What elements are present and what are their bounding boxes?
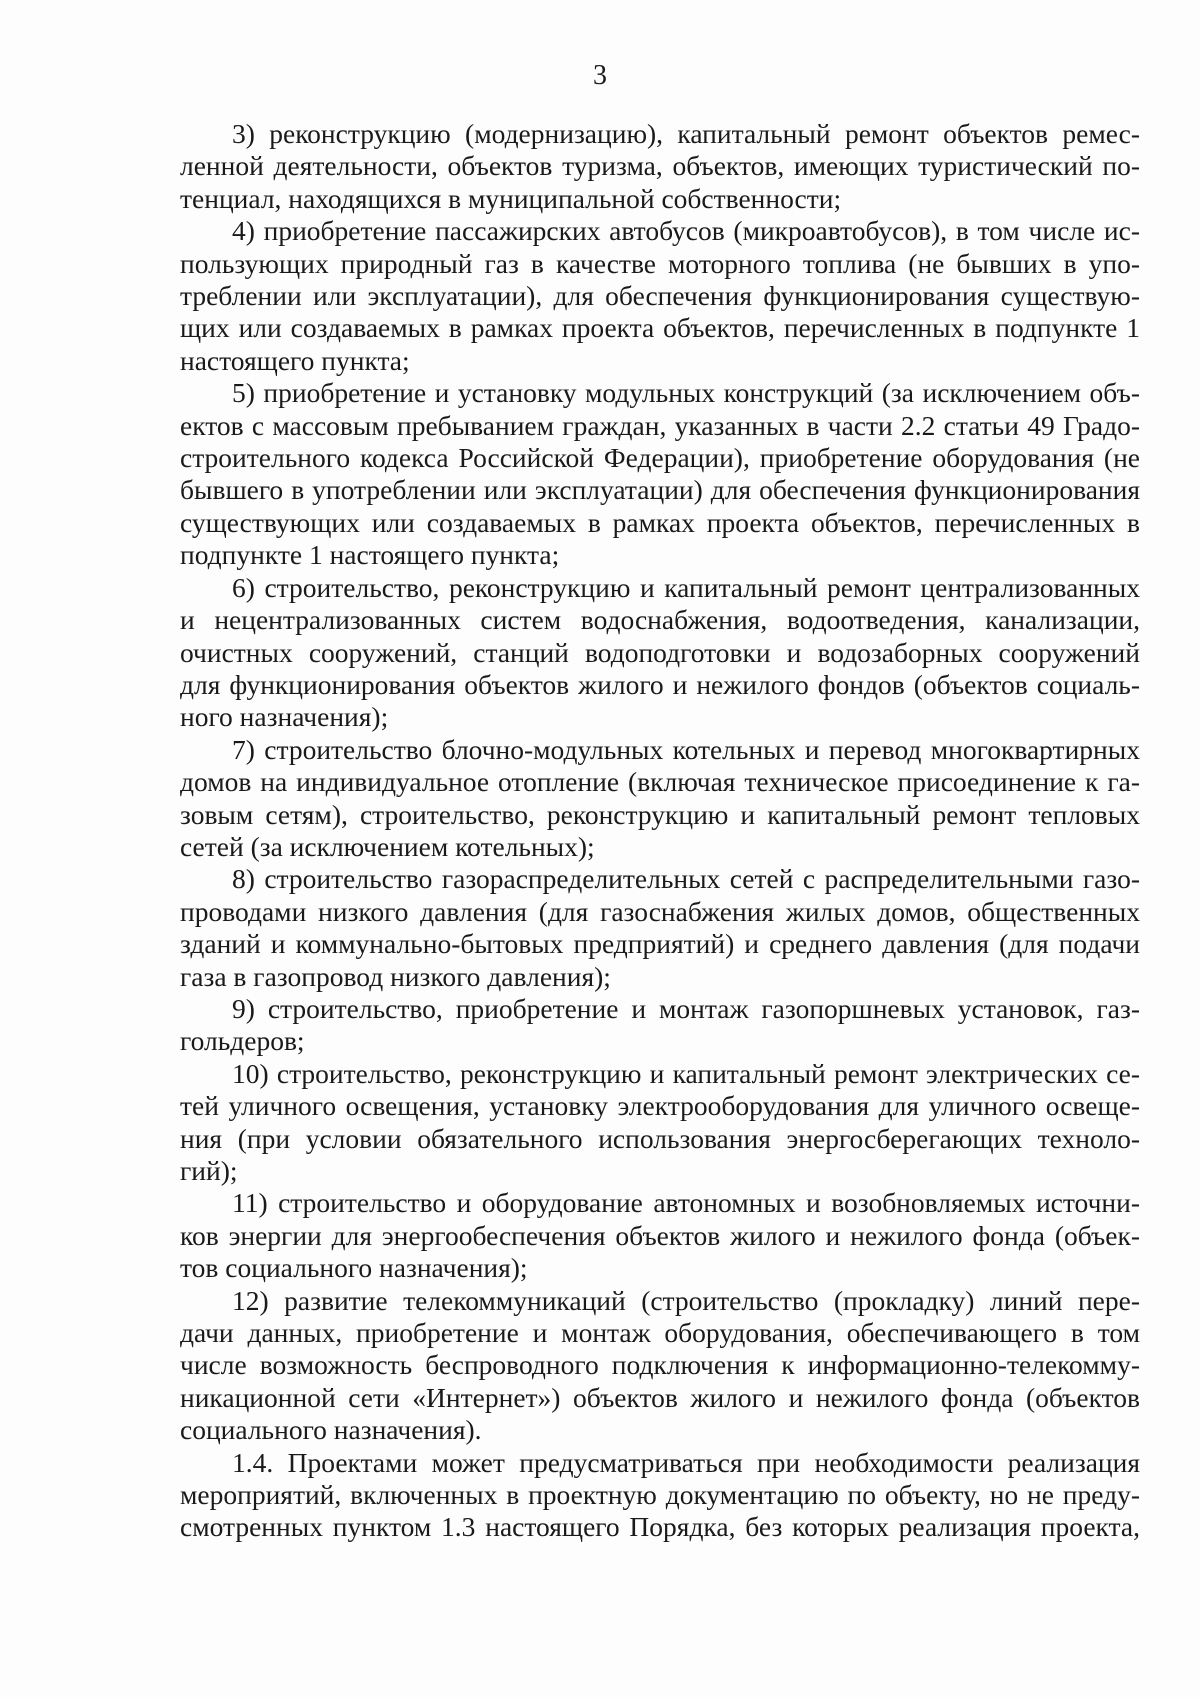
text-line: ленной деятельности, объектов туризма, объектов, имеющих туристический по-: [180, 150, 1140, 182]
text-line: 4) приобретение пассажирских автобусов (микроавтобусов), в том числе ис-: [232, 215, 1140, 247]
text-line: ков энергии для энергообеспечения объектов жилого и нежилого фонда (объек-: [180, 1219, 1140, 1251]
paragraph: [180, 1058, 1140, 1188]
text-line: ния (при условии обязательного использования энергосберегающих техноло-: [180, 1122, 1140, 1154]
paragraph: [180, 1187, 1140, 1284]
text-line: 1.4. Проектами может предусматриваться при необходимости реализация: [232, 1446, 1140, 1478]
text-line: существующих или создаваемых в рамках проекта объектов, перечисленных в: [180, 506, 1140, 538]
text-line: зовым сетям), строительство, реконструкцию и капитальный ремонт тепловых: [180, 798, 1140, 830]
text-line: 6) строительство, реконструкцию и капитальный ремонт централизованных: [232, 571, 1140, 603]
paragraph: [180, 118, 1140, 215]
paragraph: [180, 215, 1140, 377]
paragraph: [180, 1447, 1140, 1544]
text-line: 8) строительство газораспределительных сетей с распределительными газо-: [232, 863, 1140, 895]
text-line: ектов с массовым пребыванием граждан, указанных в части 2.2 статьи 49 Градо-: [180, 409, 1140, 441]
text-line: смотренных пунктом 1.3 настоящего Порядка, без которых реализация проекта,: [180, 1511, 1140, 1543]
page-number: 3: [593, 60, 607, 91]
text-line: пользующих природный газ в качестве моторного топлива (не бывших в упо-: [180, 247, 1140, 279]
document-body: [180, 118, 1140, 1544]
text-line: 5) приобретение и установку модульных конструкций (за исключением объ-: [232, 377, 1140, 409]
text-line: бывшего в употреблении или эксплуатации) для обеспечения функционирования: [180, 474, 1140, 506]
paragraph: [180, 863, 1140, 993]
paragraph: [180, 377, 1140, 571]
text-line: 10) строительство, реконструкцию и капитальный ремонт электрических се-: [232, 1057, 1140, 1089]
text-line: треблении или эксплуатации), для обеспечения функционирования существую-: [180, 280, 1140, 312]
text-line: гольдеров;: [180, 1025, 305, 1057]
text-line: настоящего пункта;: [180, 344, 410, 376]
text-line: проводами низкого давления (для газоснабжения жилых домов, общественных: [180, 895, 1140, 927]
paragraph: [180, 572, 1140, 734]
text-line: 9) строительство, приобретение и монтаж газопоршневых установок, газ-: [232, 992, 1140, 1024]
text-line: 12) развитие телекоммуникаций (строительство (прокладку) линий пере-: [232, 1284, 1140, 1316]
text-line: газа в газопровод низкого давления);: [180, 960, 611, 992]
text-line: 7) строительство блочно-модульных котельных и перевод многоквартирных: [232, 733, 1140, 765]
text-line: тов социального назначения);: [180, 1252, 528, 1284]
text-line: щих или создаваемых в рамках проекта объектов, перечисленных в подпункте 1: [180, 312, 1140, 344]
text-line: сетей (за исключением котельных);: [180, 830, 595, 862]
text-line: дачи данных, приобретение и монтаж оборудования, обеспечивающего в том: [180, 1317, 1140, 1349]
text-line: тенциал, находящихся в муниципальной собственности;: [180, 182, 842, 214]
text-line: зданий и коммунально-бытовых предприятий) и среднего давления (для подачи: [180, 928, 1140, 960]
text-line: числе возможность беспроводного подключения к информационно-телекомму-: [180, 1349, 1140, 1381]
text-line: домов на индивидуальное отопление (включая техническое присоединение к га-: [180, 766, 1140, 798]
text-line: для функционирования объектов жилого и нежилого фондов (объектов социаль-: [180, 668, 1140, 700]
paragraph: [180, 734, 1140, 864]
text-line: гий);: [180, 1155, 238, 1186]
paragraph: [180, 993, 1140, 1058]
text-line: никационной сети «Интернет») объектов жилого и нежилого фонда (объектов: [180, 1381, 1140, 1413]
text-line: 11) строительство и оборудование автономных и возобновляемых источни-: [232, 1187, 1140, 1219]
text-line: тей уличного освещения, установку электрооборудования для уличного освеще-: [180, 1090, 1140, 1122]
text-line: очистных сооружений, станций водоподготовки и водозаборных сооружений: [180, 636, 1140, 668]
paragraph: [180, 1285, 1140, 1447]
text-line: 3) реконструкцию (модернизацию), капитальный ремонт объектов ремес-: [232, 118, 1140, 149]
text-line: социального назначения).: [180, 1414, 482, 1446]
text-line: подпункте 1 настоящего пункта;: [180, 539, 560, 571]
text-line: строительного кодекса Российской Федерации), приобретение оборудования (не: [180, 442, 1140, 474]
text-line: ного назначения);: [180, 701, 389, 733]
text-line: мероприятий, включенных в проектную документацию по объекту, но не преду-: [180, 1479, 1140, 1511]
text-line: и нецентрализованных систем водоснабжения, водоотведения, канализации,: [180, 604, 1140, 636]
